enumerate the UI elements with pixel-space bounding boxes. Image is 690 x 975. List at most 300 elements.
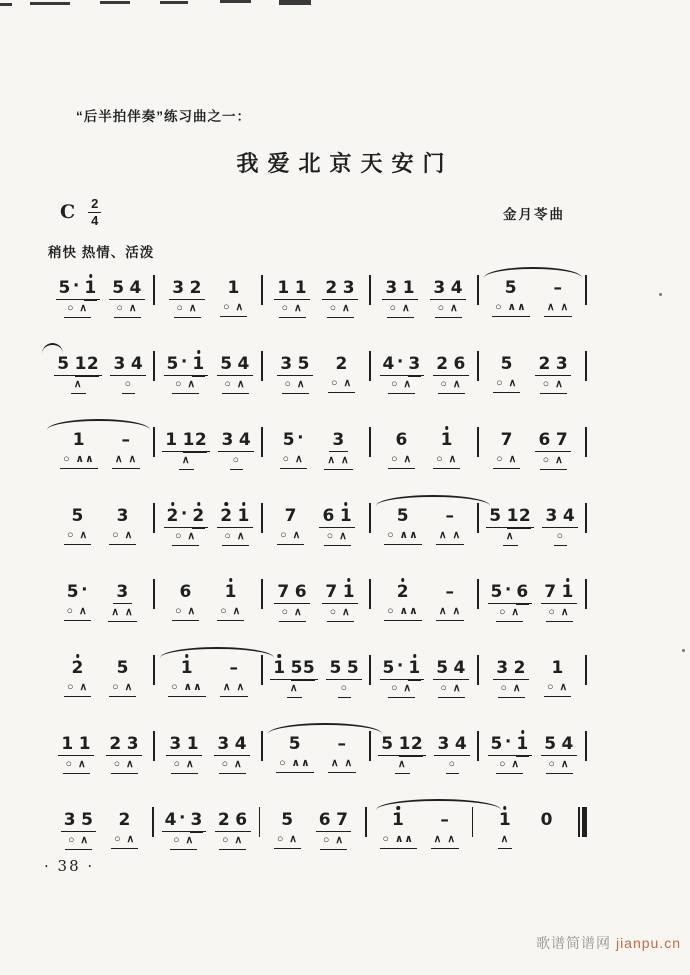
octave-dot: [197, 350, 201, 354]
note: 2 ·: [166, 504, 188, 526]
accompaniment-mark: ∧: [124, 681, 134, 693]
accompaniment-mark: ∧: [512, 682, 522, 694]
measure: [155, 342, 261, 394]
beat-group: [277, 353, 313, 394]
beat-group: [166, 733, 202, 774]
note: 1: [227, 278, 240, 298]
note: 3: [217, 734, 230, 754]
augmentation-dot: ·: [72, 276, 80, 296]
accompaniment-mark: ○: [173, 758, 182, 770]
scan-artifact-dash: [30, 2, 70, 5]
note: 6: [516, 582, 529, 602]
note: 3: [126, 734, 140, 754]
note: 2: [436, 354, 449, 374]
note: 3: [342, 278, 356, 298]
octave-dot: [225, 502, 229, 506]
note: 2: [192, 508, 204, 525]
beat-group: [378, 733, 426, 774]
measure: [47, 722, 153, 774]
accompaniment-mark: ○: [67, 302, 75, 314]
beat-group: [488, 733, 532, 774]
accompaniment-mark: ∧: [80, 834, 90, 846]
accompaniment-mark: ∧: [560, 606, 570, 618]
note: 1: [294, 278, 308, 298]
note: 4: [234, 734, 248, 754]
accompaniment-mark: ∧: [555, 378, 564, 390]
accompaniment-mark: ∧: [187, 605, 197, 617]
scan-artifact-dash: [100, 1, 130, 4]
accompaniment-mark: ○: [499, 758, 507, 770]
accompaniment-mark: ○: [232, 454, 240, 466]
note: 1: [84, 280, 96, 297]
beat-group: [277, 505, 304, 546]
accompaniment-mark: ∧: [114, 453, 124, 465]
beat-group: [430, 277, 466, 318]
note: 5: [81, 810, 94, 830]
accompaniment-mark: ○: [387, 605, 395, 617]
score-line: [47, 342, 587, 418]
beat-group: [220, 657, 248, 697]
accompaniment-mark: ○: [391, 682, 399, 694]
note: 3: [555, 354, 569, 374]
beat-group: [380, 657, 424, 698]
note: 1: [277, 278, 290, 298]
accompaniment-mark: ∧: [438, 605, 448, 617]
note: 3: [63, 810, 77, 830]
accompaniment-mark: ○: [175, 605, 183, 617]
accompaniment-mark: ∧: [79, 681, 89, 693]
note: 5 ·: [282, 428, 304, 450]
note: 7: [277, 582, 290, 602]
note: 5: [544, 734, 557, 754]
measure: [371, 570, 477, 621]
beat-group: [220, 277, 247, 318]
note: 3: [385, 278, 398, 298]
note: 0: [540, 810, 553, 830]
beat-group: [274, 581, 310, 622]
beat-group: [214, 733, 250, 774]
note: 1: [402, 278, 416, 298]
accompaniment-mark: ∧: [508, 453, 518, 465]
measure: [479, 418, 585, 470]
note: 3: [221, 430, 234, 450]
note: 7: [555, 430, 569, 450]
accompaniment-mark: ∧: [126, 833, 136, 845]
octave-dot: [503, 806, 507, 810]
barline: [585, 275, 587, 305]
note: 4: [129, 278, 142, 298]
note: 5 ·: [490, 732, 512, 754]
accompaniment-mark: ○: [276, 833, 285, 845]
accompaniment-mark: ∧: [397, 758, 407, 770]
beat-group: [544, 657, 571, 698]
accompaniment-mark: ○: [547, 681, 555, 693]
note: 2: [71, 660, 83, 677]
beat-group: [384, 581, 421, 621]
measure: [47, 798, 152, 850]
accompaniment-mark: ∧: [335, 834, 345, 846]
accompaniment-mark: ∧: [402, 302, 411, 314]
note: 2: [220, 508, 232, 525]
beat-group: [64, 581, 91, 622]
note: 1: [516, 736, 528, 753]
score-line: [47, 722, 587, 798]
note: 7: [325, 582, 338, 602]
accompaniment-mark: ∧: [560, 301, 570, 313]
augmentation-dot: ·: [297, 428, 304, 448]
beat-group: [60, 429, 97, 469]
accompaniment-mark: ○: [340, 682, 348, 694]
note: 7: [336, 810, 349, 830]
beat-group: [433, 657, 469, 698]
beat-group: [492, 277, 529, 317]
measure: [47, 494, 153, 545]
measure: [479, 342, 585, 394]
watermark: [536, 933, 681, 953]
score-body: [47, 266, 587, 874]
accompaniment-mark: ∧: [79, 529, 89, 541]
note: 1: [408, 660, 420, 677]
measure: [155, 494, 261, 546]
note: 3: [437, 734, 450, 754]
octave-dot: [566, 578, 570, 582]
octave-dot: [197, 502, 201, 506]
note: 2: [513, 658, 526, 678]
beat-group: [316, 809, 352, 850]
accompaniment-mark: ○: [63, 453, 71, 465]
note: 2: [217, 810, 231, 830]
scan-speck: [682, 649, 685, 652]
accompaniment-mark: ∧∧: [399, 605, 419, 617]
note: 3: [496, 658, 509, 678]
beat-group: [218, 429, 254, 470]
accompaniment-mark: ∧: [188, 302, 198, 314]
final-barline: [578, 807, 587, 837]
accompaniment-mark: ∧: [403, 378, 413, 390]
note: 5: [220, 354, 233, 374]
measure: [479, 570, 585, 622]
accompaniment-mark: ○: [391, 453, 399, 465]
octave-dot: [171, 502, 175, 506]
note: 5 ·: [58, 276, 80, 298]
accompaniment-mark: ∧: [452, 378, 462, 390]
note: 1: [225, 584, 237, 601]
octave-dot: [185, 654, 189, 658]
beat-group: [274, 809, 301, 850]
augmentation-dot: ·: [81, 580, 88, 600]
measure: [263, 494, 369, 546]
measure: [371, 418, 477, 469]
page-number: · 38 ·: [44, 857, 95, 875]
beat-group: [280, 429, 307, 470]
accompaniment-mark: ○: [67, 529, 75, 541]
page-title: 我爱北京天安门: [236, 151, 454, 177]
beat-group: [384, 505, 421, 545]
note: 4: [562, 506, 576, 526]
accompaniment-mark: ○: [496, 453, 504, 465]
augmentation-dot: ·: [504, 732, 512, 752]
beat-group: [328, 353, 355, 394]
accompaniment-mark: ∧: [555, 454, 564, 466]
accompaniment-mark: ○: [323, 834, 331, 846]
beat-group: [215, 809, 251, 850]
note: 5: [71, 506, 84, 526]
note: –: [445, 582, 455, 602]
beat-group: [276, 733, 313, 773]
accompaniment-mark: ○: [224, 530, 232, 542]
accompaniment-mark: ○: [542, 378, 551, 390]
accompaniment-mark: ○: [326, 530, 335, 542]
note: 3: [116, 582, 129, 602]
beat-group: [535, 429, 571, 470]
note: 2: [538, 354, 551, 374]
beat-group: [431, 809, 459, 849]
accompaniment-mark: ∧: [447, 833, 457, 845]
accompaniment-mark: ○: [496, 377, 504, 389]
accompaniment-mark: ∧: [73, 378, 83, 390]
note: 1: [78, 734, 92, 754]
note: 4 ·: [382, 352, 404, 374]
note: 4: [130, 354, 144, 374]
note: 5: [297, 354, 310, 374]
accompaniment-mark: ∧∧: [291, 757, 311, 769]
beat-group: [319, 505, 355, 546]
accompaniment-mark: ○: [440, 682, 448, 694]
note: 1: [562, 584, 574, 601]
note: –: [121, 430, 131, 450]
accompaniment-mark: ∧: [342, 302, 351, 314]
note: 3: [169, 734, 182, 754]
measure: [263, 570, 369, 622]
note: 5: [489, 506, 502, 526]
accompaniment-mark: ∧: [187, 378, 197, 390]
note: 6: [235, 810, 248, 830]
accompaniment-mark: ∧: [295, 453, 304, 465]
note: 1: [61, 734, 74, 754]
beat-group: [162, 429, 210, 470]
beat-group: [324, 429, 352, 470]
beat-group: [436, 505, 464, 545]
accompaniment-mark: ○: [224, 378, 232, 390]
accompaniment-mark: ∧: [500, 833, 510, 845]
octave-dot: [278, 654, 282, 658]
beat-group: [544, 277, 572, 317]
accompaniment-mark: ○: [329, 606, 338, 618]
accompaniment-mark: ○: [65, 758, 74, 770]
accompaniment-mark: ∧: [187, 530, 197, 542]
octave-dot: [347, 578, 351, 582]
beat-group: [488, 581, 532, 622]
beat-group: [54, 353, 102, 394]
note: 5: [288, 734, 302, 754]
accompaniment-mark: ○: [281, 606, 290, 618]
time-signature: [88, 197, 101, 227]
barline: [585, 427, 587, 457]
note: 2: [189, 278, 202, 298]
measure: [47, 570, 153, 622]
note: 5 ·: [490, 580, 512, 602]
accompaniment-mark: ○: [542, 454, 551, 466]
measure: [263, 646, 369, 698]
accompaniment-mark: ∧: [125, 606, 134, 618]
measure: [371, 646, 477, 698]
watermark-site-name: 歌谱简谱网: [536, 935, 612, 951]
note: 3: [433, 278, 446, 298]
accompaniment-mark: ∧∧: [507, 301, 527, 313]
note: 4: [561, 734, 574, 754]
note: 3: [190, 810, 203, 830]
beat-group: [64, 657, 91, 697]
measure: [263, 418, 369, 470]
measure: [479, 722, 585, 774]
note: –: [337, 734, 347, 754]
scan-speck: [659, 293, 662, 296]
note: 3: [408, 354, 421, 374]
beat-group: [380, 353, 424, 394]
accompaniment-mark: ∧∧: [394, 833, 414, 845]
measure: [479, 646, 585, 698]
beat-group: [64, 505, 91, 545]
beat-group: [322, 277, 358, 318]
beat-group: [168, 657, 205, 697]
tempo-marking: 稍快 热情、活泼: [48, 245, 155, 260]
accompaniment-mark: ○: [495, 301, 503, 313]
note: 7: [544, 582, 557, 602]
measure: [263, 266, 369, 318]
accompaniment-mark: ∧: [111, 606, 121, 618]
scan-artifact-dash: [160, 1, 188, 4]
note: 12: [506, 506, 532, 526]
accompaniment-mark: ∧: [433, 833, 443, 845]
beat-group: [109, 505, 136, 545]
note: 6: [318, 810, 332, 830]
accompaniment-mark: ∧: [296, 378, 306, 390]
accompaniment-mark: ○: [389, 302, 398, 314]
note: 1: [273, 660, 285, 677]
accompaniment-mark: ○: [440, 378, 448, 390]
accompaniment-mark: ○: [67, 681, 75, 693]
octave-dot: [396, 806, 400, 810]
accompaniment-mark: ∧: [236, 530, 246, 542]
measure: [47, 342, 153, 394]
note: 5: [381, 734, 394, 754]
measure: [155, 570, 261, 621]
augmentation-dot: ·: [396, 352, 404, 372]
accompaniment-mark: ∧: [505, 530, 515, 542]
accompaniment-mark: ○: [282, 453, 290, 465]
beat-group: [380, 809, 417, 849]
note: 6: [322, 506, 335, 526]
accompaniment-mark: ○: [175, 378, 183, 390]
augmentation-dot: ·: [396, 656, 404, 676]
augmentation-dot: ·: [504, 580, 512, 600]
octave-dot: [242, 502, 246, 506]
beat-group: [58, 733, 94, 774]
composer-credit: 金月苓曲: [503, 207, 565, 222]
beat-group: [382, 277, 418, 318]
barline: [585, 351, 587, 381]
note: 5 ·: [66, 580, 88, 602]
accompaniment-mark: ∧: [339, 530, 348, 542]
accompaniment-mark: ○: [437, 302, 446, 314]
note: 5: [436, 658, 449, 678]
beat-group: [106, 733, 142, 774]
beat-group: [217, 505, 253, 546]
beat-group: [274, 277, 310, 318]
note: 2: [335, 354, 348, 374]
measure: [154, 798, 259, 850]
accompaniment-mark: ∧: [222, 681, 232, 693]
measure: [479, 494, 585, 546]
measure: [155, 722, 261, 774]
accompaniment-mark: ∧: [289, 682, 299, 694]
beat-group: [328, 733, 356, 773]
note: 6: [538, 430, 551, 450]
score-line: [47, 418, 587, 494]
note: 5: [281, 810, 294, 830]
beat-group: [535, 353, 571, 394]
accompaniment-mark: ∧: [235, 301, 245, 313]
accompaniment-mark: ∧: [128, 302, 138, 314]
note: 2: [118, 810, 131, 830]
octave-dot: [89, 274, 93, 278]
accompaniment-mark: ∧: [234, 758, 243, 770]
barline: [585, 579, 587, 609]
accompaniment-mark: ∧: [450, 302, 459, 314]
accompaniment-mark: ∧∧: [183, 681, 203, 693]
accompaniment-mark: ○: [387, 529, 395, 541]
accompaniment-mark: ○: [548, 758, 556, 770]
augmentation-dot: ·: [180, 504, 188, 524]
beat-group: [270, 657, 318, 698]
note: 2: [325, 278, 338, 298]
score-line: [47, 494, 587, 570]
accompaniment-mark: ∧: [128, 453, 138, 465]
note: 6: [294, 582, 308, 602]
measure: [155, 418, 261, 470]
note: 12: [398, 734, 424, 754]
accompaniment-mark: ∧: [330, 757, 340, 769]
note: 1: [499, 812, 511, 829]
beat-group: [109, 657, 136, 697]
series-note: “后半拍伴奏”练习曲之一：: [76, 109, 251, 124]
note: 1: [343, 584, 355, 601]
accompaniment-mark: ○: [223, 301, 231, 313]
accompaniment-mark: ○: [331, 377, 339, 389]
note: –: [229, 658, 239, 678]
note: 3: [280, 354, 293, 374]
note: 4: [237, 354, 250, 374]
accompaniment-mark: ∧: [511, 606, 521, 618]
beat-group: [541, 581, 577, 622]
note: 1: [165, 430, 178, 450]
note: 5: [346, 658, 360, 678]
accompaniment-mark: ∧: [79, 302, 89, 314]
barline: [585, 655, 587, 685]
beat-group: [112, 429, 140, 469]
accompaniment-mark: ○: [500, 682, 508, 694]
octave-dot: [344, 502, 348, 506]
accompaniment-mark: ∧: [342, 606, 351, 618]
accompaniment-mark: ∧: [559, 681, 569, 693]
accompaniment-mark: ∧: [438, 529, 448, 541]
beat-group: [493, 429, 520, 470]
octave-dot: [76, 654, 80, 658]
accompaniment-mark: ∧: [124, 529, 134, 541]
accompaniment-mark: ○: [116, 302, 124, 314]
scan-artifact-dash: [279, 0, 311, 5]
note: 7: [284, 506, 297, 526]
